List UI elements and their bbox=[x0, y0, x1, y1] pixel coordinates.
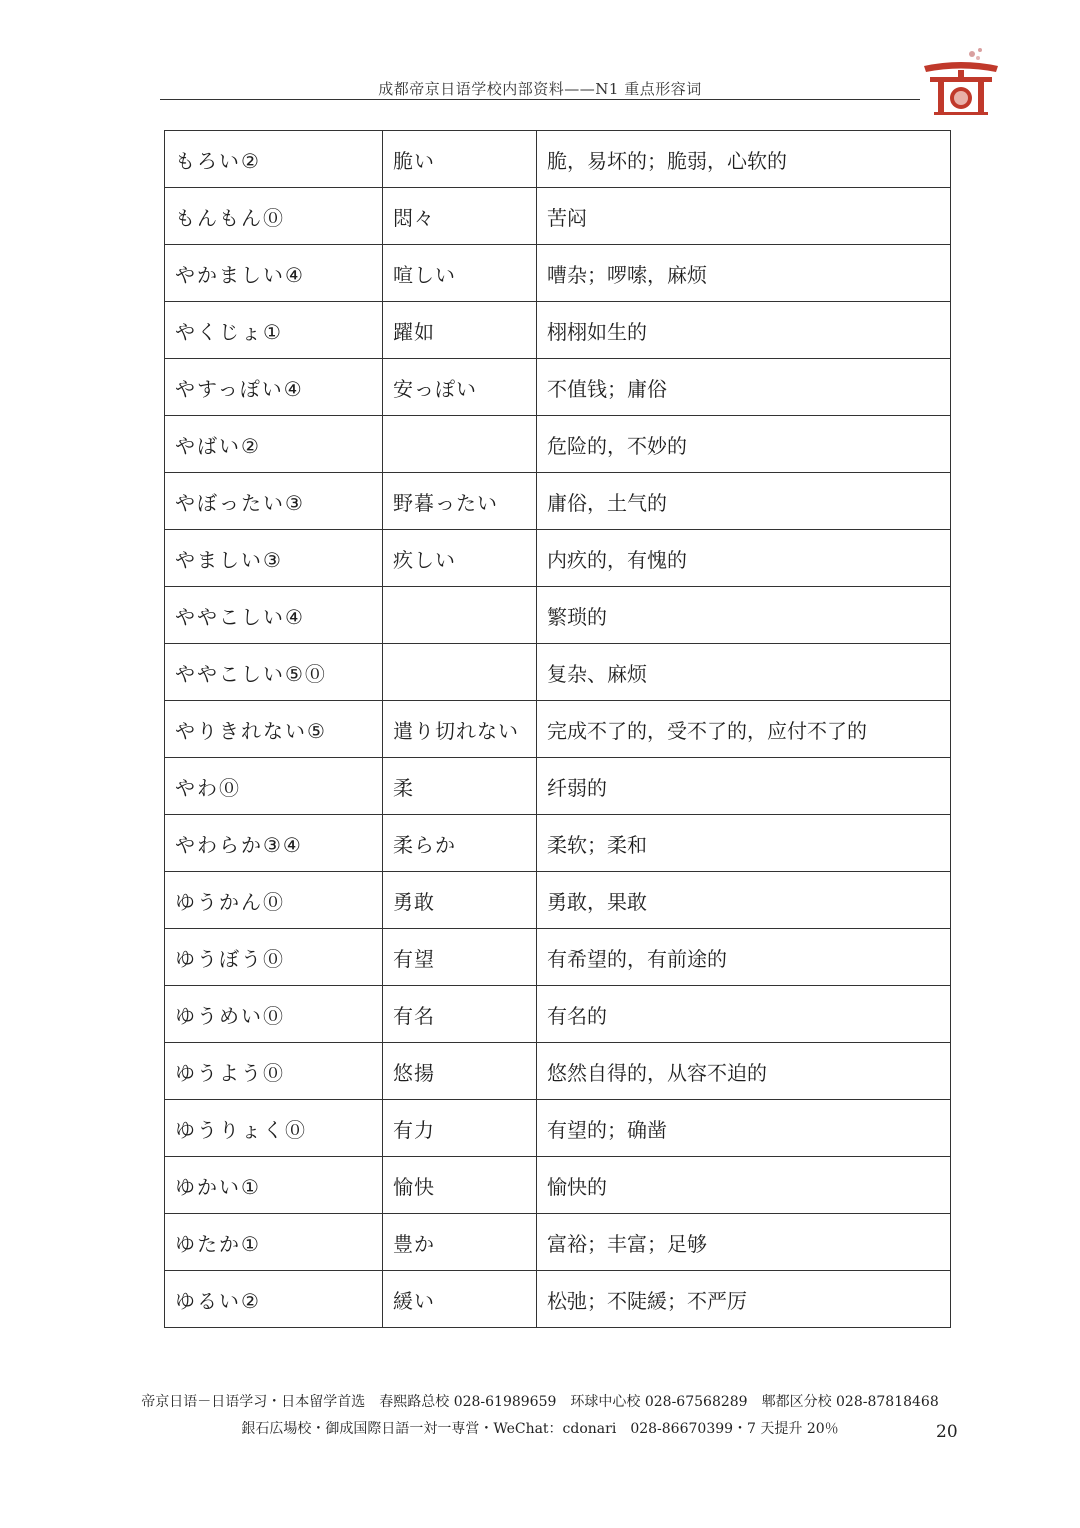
reading-cell: やばい② bbox=[165, 416, 383, 473]
table-row bbox=[165, 815, 951, 872]
vocabulary-table bbox=[164, 130, 951, 1328]
kanji-cell: 遣り切れない bbox=[383, 701, 537, 758]
table-row bbox=[165, 1214, 951, 1271]
reading-cell: ゆうよう⓪ bbox=[165, 1043, 383, 1100]
table-row bbox=[165, 1043, 951, 1100]
kanji-cell: 安っぽい bbox=[383, 359, 537, 416]
reading-cell: ややこしい⑤⓪ bbox=[165, 644, 383, 701]
kanji-cell: 柔 bbox=[383, 758, 537, 815]
table-row bbox=[165, 1157, 951, 1214]
kanji-cell: 豊か bbox=[383, 1214, 537, 1271]
table-row bbox=[165, 302, 951, 359]
meaning-cell: 危险的，不妙的 bbox=[537, 416, 951, 473]
kanji-cell: 悠揚 bbox=[383, 1043, 537, 1100]
table-row bbox=[165, 644, 951, 701]
kanji-cell: 柔らか bbox=[383, 815, 537, 872]
kanji-cell: 喧しい bbox=[383, 245, 537, 302]
reading-cell: やわ⓪ bbox=[165, 758, 383, 815]
reading-cell: ゆうぼう⓪ bbox=[165, 929, 383, 986]
reading-cell: ゆうりょく⓪ bbox=[165, 1100, 383, 1157]
reading-cell: やましい③ bbox=[165, 530, 383, 587]
table-row bbox=[165, 758, 951, 815]
kanji-cell: 脆い bbox=[383, 131, 537, 188]
table-row bbox=[165, 986, 951, 1043]
kanji-cell bbox=[383, 644, 537, 701]
footer-contact-line-1: 帝京日语－日语学习・日本留学首选 春熙路总校 028-61989659 环球中心校 028-67568289 郫都区分校 028-87818468 bbox=[141, 1394, 939, 1410]
kanji-cell: 躍如 bbox=[383, 302, 537, 359]
meaning-cell: 松弛；不陡緩；不严厉 bbox=[537, 1271, 951, 1328]
table-row bbox=[165, 872, 951, 929]
table-row bbox=[165, 416, 951, 473]
table-row bbox=[165, 473, 951, 530]
meaning-cell: 内疚的，有愧的 bbox=[537, 530, 951, 587]
reading-cell: ゆうめい⓪ bbox=[165, 986, 383, 1043]
kanji-cell: 悶々 bbox=[383, 188, 537, 245]
kanji-cell bbox=[383, 587, 537, 644]
meaning-cell: 栩栩如生的 bbox=[537, 302, 951, 359]
meaning-cell: 有望的；确凿 bbox=[537, 1100, 951, 1157]
meaning-cell: 愉快的 bbox=[537, 1157, 951, 1214]
reading-cell: ゆるい② bbox=[165, 1271, 383, 1328]
meaning-cell: 纤弱的 bbox=[537, 758, 951, 815]
kanji-cell: 緩い bbox=[383, 1271, 537, 1328]
reading-cell: もんもん⓪ bbox=[165, 188, 383, 245]
meaning-cell: 富裕；丰富；足够 bbox=[537, 1214, 951, 1271]
torii-logo-graphic bbox=[920, 46, 1002, 116]
header-rule bbox=[160, 99, 920, 100]
reading-cell: やりきれない⑤ bbox=[165, 701, 383, 758]
meaning-cell: 繁琐的 bbox=[537, 587, 951, 644]
footer-contact-line-2: 銀石広場校・御成国際日語一対一専営・WeChat：cdonari 028-86670399・7 天提升 20％ bbox=[241, 1421, 839, 1437]
kanji-cell: 有名 bbox=[383, 986, 537, 1043]
kanji-cell: 愉快 bbox=[383, 1157, 537, 1214]
torii-logo bbox=[920, 46, 1002, 116]
reading-cell: やくじょ① bbox=[165, 302, 383, 359]
reading-cell: ゆかい① bbox=[165, 1157, 383, 1214]
meaning-cell: 嘈杂；啰嗦，麻烦 bbox=[537, 245, 951, 302]
meaning-cell: 庸俗，土气的 bbox=[537, 473, 951, 530]
reading-cell: やぼったい③ bbox=[165, 473, 383, 530]
table-row bbox=[165, 1271, 951, 1328]
reading-cell: やわらか③④ bbox=[165, 815, 383, 872]
meaning-cell: 不值钱；庸俗 bbox=[537, 359, 951, 416]
kanji-cell: 有力 bbox=[383, 1100, 537, 1157]
page-number: 20 bbox=[936, 1422, 958, 1442]
kanji-cell: 疚しい bbox=[383, 530, 537, 587]
kanji-cell bbox=[383, 416, 537, 473]
page-header-title: 成都帝京日语学校内部资料——N1 重点形容词 bbox=[378, 80, 702, 98]
reading-cell: やすっぽい④ bbox=[165, 359, 383, 416]
meaning-cell: 完成不了的，受不了的，应付不了的 bbox=[537, 701, 951, 758]
table-row bbox=[165, 701, 951, 758]
meaning-cell: 脆，易坏的；脆弱，心软的 bbox=[537, 131, 951, 188]
table-row bbox=[165, 929, 951, 986]
reading-cell: ややこしい④ bbox=[165, 587, 383, 644]
table-row bbox=[165, 530, 951, 587]
meaning-cell: 勇敢，果敢 bbox=[537, 872, 951, 929]
kanji-cell: 有望 bbox=[383, 929, 537, 986]
meaning-cell: 有希望的，有前途的 bbox=[537, 929, 951, 986]
meaning-cell: 悠然自得的，从容不迫的 bbox=[537, 1043, 951, 1100]
table-row bbox=[165, 587, 951, 644]
meaning-cell: 复杂、麻烦 bbox=[537, 644, 951, 701]
table-row bbox=[165, 1100, 951, 1157]
kanji-cell: 野暮ったい bbox=[383, 473, 537, 530]
table-row bbox=[165, 245, 951, 302]
reading-cell: もろい② bbox=[165, 131, 383, 188]
meaning-cell: 苦闷 bbox=[537, 188, 951, 245]
table-row bbox=[165, 188, 951, 245]
kanji-cell: 勇敢 bbox=[383, 872, 537, 929]
table-row bbox=[165, 131, 951, 188]
reading-cell: ゆたか① bbox=[165, 1214, 383, 1271]
reading-cell: ゆうかん⓪ bbox=[165, 872, 383, 929]
meaning-cell: 有名的 bbox=[537, 986, 951, 1043]
table-row bbox=[165, 359, 951, 416]
reading-cell: やかましい④ bbox=[165, 245, 383, 302]
meaning-cell: 柔软；柔和 bbox=[537, 815, 951, 872]
